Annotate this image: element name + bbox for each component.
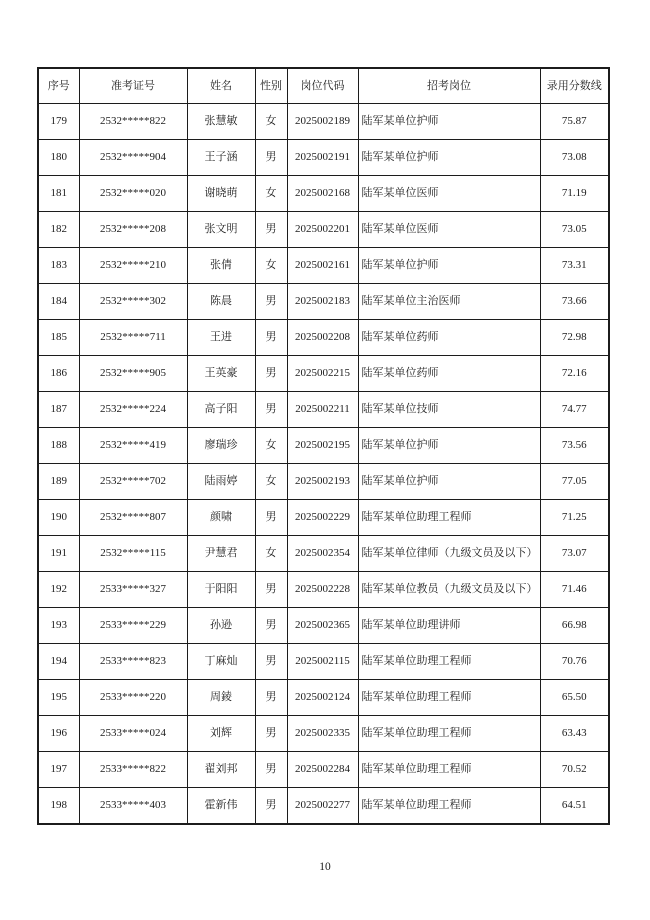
- cell-serial: 182: [38, 212, 79, 248]
- page-number: 10: [319, 861, 331, 873]
- cell-serial: 191: [38, 536, 79, 572]
- table-row: [38, 608, 609, 644]
- table-row: [38, 104, 609, 140]
- cell-name: 翟刘邦: [187, 752, 255, 788]
- cell-position-code: 2025002208: [287, 320, 358, 356]
- table-body: [38, 104, 609, 825]
- column-header-name: 姓名: [187, 68, 255, 104]
- cell-serial: 181: [38, 176, 79, 212]
- cell-name: 孙逊: [187, 608, 255, 644]
- cell-serial: 196: [38, 716, 79, 752]
- cell-gender: 男: [255, 284, 287, 320]
- cell-gender: 女: [255, 104, 287, 140]
- cell-serial: 183: [38, 248, 79, 284]
- cell-position-code: 2025002195: [287, 428, 358, 464]
- cell-ticket-number: 2532*****419: [79, 428, 187, 464]
- cell-gender: 女: [255, 428, 287, 464]
- cell-name: 高子阳: [187, 392, 255, 428]
- cell-position-title: 陆军某单位药师: [358, 356, 540, 392]
- table-row: [38, 428, 609, 464]
- cell-position-title: 陆军某单位护师: [358, 428, 540, 464]
- cell-position-code: 2025002335: [287, 716, 358, 752]
- cell-score-line: 73.07: [540, 536, 609, 572]
- cell-serial: 187: [38, 392, 79, 428]
- cell-name: 陈晨: [187, 284, 255, 320]
- cell-name: 谢晓萌: [187, 176, 255, 212]
- column-header-serial: 序号: [38, 68, 79, 104]
- cell-position-code: 2025002354: [287, 536, 358, 572]
- table-header-row: [38, 68, 609, 104]
- cell-gender: 女: [255, 176, 287, 212]
- cell-position-code: 2025002183: [287, 284, 358, 320]
- cell-serial: 186: [38, 356, 79, 392]
- cell-score-line: 70.52: [540, 752, 609, 788]
- cell-score-line: 71.19: [540, 176, 609, 212]
- cell-ticket-number: 2532*****210: [79, 248, 187, 284]
- cell-position-title: 陆军某单位助理讲师: [358, 608, 540, 644]
- cell-position-title: 陆军某单位医师: [358, 176, 540, 212]
- cell-name: 霍新伟: [187, 788, 255, 825]
- cell-gender: 男: [255, 788, 287, 825]
- cell-position-code: 2025002228: [287, 572, 358, 608]
- cell-score-line: 77.05: [540, 464, 609, 500]
- cell-name: 周錂: [187, 680, 255, 716]
- cell-serial: 188: [38, 428, 79, 464]
- cell-serial: 195: [38, 680, 79, 716]
- cell-serial: 184: [38, 284, 79, 320]
- cell-position-code: 2025002365: [287, 608, 358, 644]
- cell-score-line: 65.50: [540, 680, 609, 716]
- cell-score-line: 72.16: [540, 356, 609, 392]
- cell-gender: 男: [255, 320, 287, 356]
- table-row: [38, 176, 609, 212]
- cell-position-title: 陆军某单位助理工程师: [358, 752, 540, 788]
- cell-gender: 女: [255, 536, 287, 572]
- cell-gender: 男: [255, 140, 287, 176]
- cell-serial: 193: [38, 608, 79, 644]
- table-row: [38, 356, 609, 392]
- table-row: [38, 248, 609, 284]
- cell-score-line: 70.76: [540, 644, 609, 680]
- cell-ticket-number: 2532*****711: [79, 320, 187, 356]
- cell-ticket-number: 2532*****020: [79, 176, 187, 212]
- table-row: [38, 716, 609, 752]
- table-row: [38, 392, 609, 428]
- table-row: [38, 536, 609, 572]
- cell-name: 张慧敏: [187, 104, 255, 140]
- cell-name: 张文明: [187, 212, 255, 248]
- cell-position-title: 陆军某单位助理工程师: [358, 788, 540, 825]
- cell-score-line: 71.25: [540, 500, 609, 536]
- cell-name: 陆雨婷: [187, 464, 255, 500]
- cell-position-code: 2025002124: [287, 680, 358, 716]
- cell-ticket-number: 2533*****823: [79, 644, 187, 680]
- cell-position-code: 2025002229: [287, 500, 358, 536]
- table-row: [38, 68, 609, 104]
- cell-ticket-number: 2532*****302: [79, 284, 187, 320]
- cell-score-line: 75.87: [540, 104, 609, 140]
- cell-gender: 女: [255, 464, 287, 500]
- cell-gender: 男: [255, 572, 287, 608]
- score-table: [37, 67, 610, 825]
- cell-position-title: 陆军某单位教员（九级文员及以下）: [358, 572, 540, 608]
- cell-position-code: 2025002284: [287, 752, 358, 788]
- cell-position-code: 2025002215: [287, 356, 358, 392]
- cell-gender: 男: [255, 644, 287, 680]
- cell-gender: 女: [255, 248, 287, 284]
- table-row: [38, 644, 609, 680]
- cell-gender: 男: [255, 608, 287, 644]
- cell-name: 王进: [187, 320, 255, 356]
- cell-score-line: 73.31: [540, 248, 609, 284]
- cell-position-title: 陆军某单位助理工程师: [358, 716, 540, 752]
- cell-score-line: 74.77: [540, 392, 609, 428]
- cell-serial: 179: [38, 104, 79, 140]
- cell-position-title: 陆军某单位医师: [358, 212, 540, 248]
- cell-score-line: 63.43: [540, 716, 609, 752]
- cell-serial: 189: [38, 464, 79, 500]
- cell-score-line: 73.66: [540, 284, 609, 320]
- cell-serial: 197: [38, 752, 79, 788]
- table-row: [38, 464, 609, 500]
- cell-ticket-number: 2532*****905: [79, 356, 187, 392]
- table-row: [38, 752, 609, 788]
- cell-serial: 194: [38, 644, 79, 680]
- cell-position-code: 2025002191: [287, 140, 358, 176]
- cell-position-code: 2025002168: [287, 176, 358, 212]
- table-row: [38, 212, 609, 248]
- cell-score-line: 64.51: [540, 788, 609, 825]
- cell-position-code: 2025002115: [287, 644, 358, 680]
- cell-position-code: 2025002277: [287, 788, 358, 825]
- cell-position-title: 陆军某单位助理工程师: [358, 644, 540, 680]
- column-header-position-code: 岗位代码: [287, 68, 358, 104]
- cell-ticket-number: 2532*****904: [79, 140, 187, 176]
- cell-position-title: 陆军某单位药师: [358, 320, 540, 356]
- cell-ticket-number: 2532*****208: [79, 212, 187, 248]
- cell-position-title: 陆军某单位护师: [358, 248, 540, 284]
- cell-gender: 男: [255, 680, 287, 716]
- cell-serial: 185: [38, 320, 79, 356]
- cell-name: 王子涵: [187, 140, 255, 176]
- cell-ticket-number: 2532*****115: [79, 536, 187, 572]
- table-row: [38, 500, 609, 536]
- column-header-ticket-number: 准考证号: [79, 68, 187, 104]
- cell-position-title: 陆军某单位护师: [358, 104, 540, 140]
- cell-ticket-number: 2533*****229: [79, 608, 187, 644]
- cell-score-line: 73.56: [540, 428, 609, 464]
- cell-ticket-number: 2533*****024: [79, 716, 187, 752]
- cell-score-line: 73.08: [540, 140, 609, 176]
- cell-ticket-number: 2533*****220: [79, 680, 187, 716]
- cell-name: 廖瑞珍: [187, 428, 255, 464]
- cell-name: 张倩: [187, 248, 255, 284]
- cell-name: 颜啸: [187, 500, 255, 536]
- table-row: [38, 572, 609, 608]
- cell-position-code: 2025002193: [287, 464, 358, 500]
- cell-score-line: 66.98: [540, 608, 609, 644]
- cell-gender: 男: [255, 500, 287, 536]
- cell-score-line: 71.46: [540, 572, 609, 608]
- cell-ticket-number: 2533*****403: [79, 788, 187, 825]
- cell-name: 于阳阳: [187, 572, 255, 608]
- cell-name: 王英豪: [187, 356, 255, 392]
- table-row: [38, 320, 609, 356]
- table-row: [38, 680, 609, 716]
- cell-position-title: 陆军某单位主治医师: [358, 284, 540, 320]
- cell-ticket-number: 2532*****822: [79, 104, 187, 140]
- column-header-gender: 性别: [255, 68, 287, 104]
- cell-position-code: 2025002211: [287, 392, 358, 428]
- cell-position-title: 陆军某单位护师: [358, 464, 540, 500]
- cell-gender: 男: [255, 752, 287, 788]
- column-header-position-title: 招考岗位: [358, 68, 540, 104]
- column-header-score-line: 录用分数线: [540, 68, 609, 104]
- cell-position-title: 陆军某单位技师: [358, 392, 540, 428]
- cell-score-line: 73.05: [540, 212, 609, 248]
- cell-position-title: 陆军某单位律师（九级文员及以下）: [358, 536, 540, 572]
- table-row: [38, 284, 609, 320]
- cell-ticket-number: 2533*****822: [79, 752, 187, 788]
- cell-position-title: 陆军某单位助理工程师: [358, 500, 540, 536]
- cell-gender: 男: [255, 356, 287, 392]
- cell-gender: 男: [255, 716, 287, 752]
- cell-gender: 男: [255, 212, 287, 248]
- cell-position-code: 2025002201: [287, 212, 358, 248]
- cell-ticket-number: 2532*****224: [79, 392, 187, 428]
- cell-position-title: 陆军某单位助理工程师: [358, 680, 540, 716]
- cell-ticket-number: 2533*****327: [79, 572, 187, 608]
- cell-score-line: 72.98: [540, 320, 609, 356]
- table-row: [38, 788, 609, 825]
- cell-ticket-number: 2532*****807: [79, 500, 187, 536]
- cell-name: 刘辉: [187, 716, 255, 752]
- cell-position-code: 2025002189: [287, 104, 358, 140]
- cell-name: 丁麻灿: [187, 644, 255, 680]
- cell-serial: 180: [38, 140, 79, 176]
- cell-position-code: 2025002161: [287, 248, 358, 284]
- cell-serial: 192: [38, 572, 79, 608]
- cell-name: 尹慧君: [187, 536, 255, 572]
- cell-position-title: 陆军某单位护师: [358, 140, 540, 176]
- cell-serial: 190: [38, 500, 79, 536]
- table-row: [38, 140, 609, 176]
- cell-ticket-number: 2532*****702: [79, 464, 187, 500]
- cell-serial: 198: [38, 788, 79, 825]
- cell-gender: 男: [255, 392, 287, 428]
